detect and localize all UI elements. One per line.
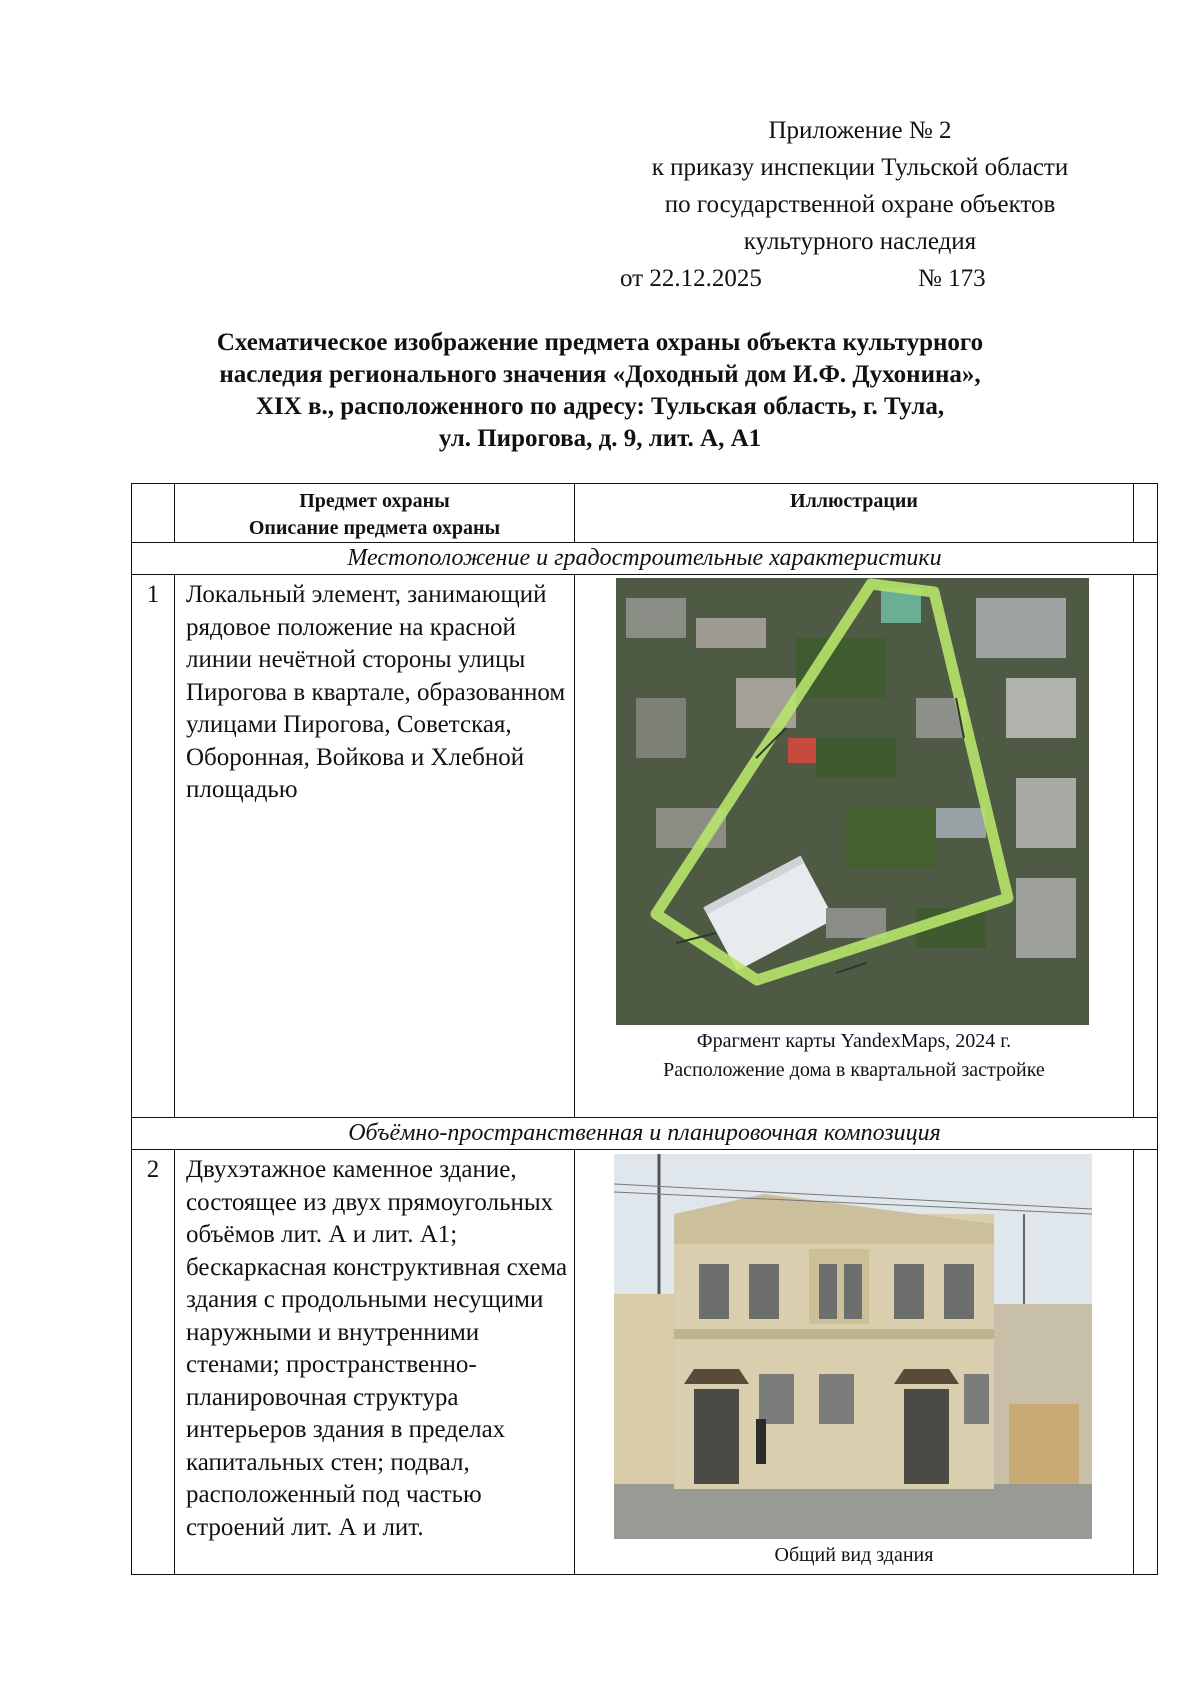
section-row-2 [132,1118,1158,1150]
appendix-line-3: по государственной охране объектов [664,191,1056,218]
appendix-line-2: к приказу инспекции Тульской области [651,154,1069,181]
section-title-location: Местоположение и градостроительные характеристики [132,543,1158,575]
illustration-cell [575,575,1134,1118]
illustration-cell [575,1150,1134,1575]
row-number: 2 [132,1150,175,1575]
appendix-line-1: Приложение № 2 [768,117,952,144]
building-photo [614,1154,1092,1539]
header-subject: Предмет охраны [299,490,450,512]
table-header-row [132,484,1158,543]
order-date-row [600,260,1120,297]
table-row [132,1150,1158,1575]
header-subject-cell [175,484,575,543]
header-description: Описание предмета охраны [248,517,501,539]
title-line-1: Схематическое изображение предмета охраны объекта культурного [216,329,984,356]
order-number: № 173 [918,265,986,292]
appendix-line-4: культурного наследия [743,228,977,255]
aerial-map-image [616,578,1089,1025]
section-title-composition: Объёмно-пространственная и планировочная композиция [132,1118,1158,1150]
row-number: 1 [132,575,175,1118]
row-description: Локальный элемент, занимающий рядовое положение на красной линии нечётной стороны улицы Пирогова в квартале, образованном улицами Пирогова, Советская, Оборонная, Войкова и Хлебной площадью [175,575,575,1118]
row-empty-cell [1134,1150,1158,1575]
map-caption-line-1: Фрагмент карты YandexMaps, 2024 г. [696,1030,1012,1052]
header-illustrations: Иллюстрации [575,484,1134,543]
map-caption-line-2: Расположение дома в квартальной застройке [663,1059,1045,1081]
header-num-cell [132,484,175,543]
table-row [132,575,1158,1118]
photo-caption: Общий вид здания [774,1544,934,1566]
order-date: от 22.12.2025 [620,265,762,292]
header-empty-cell [1134,484,1158,543]
section-row-1 [132,543,1158,575]
title-line-2: наследия регионального значения «Доходный дом И.Ф. Духонина», [219,361,981,388]
row-description: Двухэтажное каменное здание, состоящее из двух прямоугольных объёмов лит. А и лит. А1; бескаркасная конструктивная схема здания с продольными несущими наружными и внутренними стенами; пространственно-планировочная структура интерьеров здания в пределах капитальных стен; подвал, расположенный под частью строений лит. А и лит. [175,1150,575,1575]
map-caption [575,1027,1133,1085]
protection-table [131,483,1158,1575]
title-line-4: ул. Пирогова, д. 9, лит. А, А1 [438,425,762,452]
row-empty-cell [1134,575,1158,1118]
document-title [130,327,1070,455]
title-line-3: XIX в., расположенного по адресу: Тульская область, г. Тула, [255,393,945,420]
appendix-block [600,112,1120,297]
